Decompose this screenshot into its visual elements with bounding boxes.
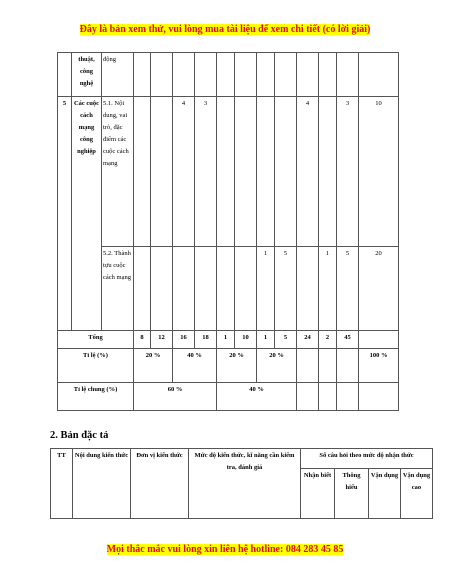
value-cell: 5 bbox=[275, 247, 297, 331]
topic-name-cell: Các cuộc cách mạng công nghiệp bbox=[72, 97, 102, 331]
total-value: 8 bbox=[134, 331, 151, 349]
table-row bbox=[58, 97, 399, 247]
total-value: 12 bbox=[151, 331, 173, 349]
total-value: 16 bbox=[173, 331, 195, 349]
value-cell: 1 bbox=[257, 247, 275, 331]
ratio-general-row bbox=[58, 383, 399, 411]
ratio-general-value: 60 % bbox=[134, 383, 217, 411]
unit-header: Đơn vị kiến thức bbox=[131, 449, 189, 519]
total-value: 2 bbox=[319, 331, 337, 349]
unit-name-cell: 5.2. Thành tựu cuộc cách mạng bbox=[102, 247, 134, 331]
value-cell: 3 bbox=[337, 97, 359, 247]
value-cell: 20 bbox=[359, 247, 399, 331]
ratio-row bbox=[58, 349, 399, 383]
value-cell: 4 bbox=[297, 97, 319, 247]
tt-header: TT bbox=[51, 449, 73, 519]
spec-table bbox=[50, 448, 433, 519]
ratio-value: 20 % bbox=[257, 349, 297, 383]
value-cell: 3 bbox=[195, 97, 217, 247]
value-cell: 1 bbox=[319, 247, 337, 331]
table-row bbox=[58, 53, 399, 97]
question-count-header: Số câu hỏi theo mức độ nhận thức bbox=[301, 449, 433, 469]
ratio-value: 40 % bbox=[173, 349, 217, 383]
total-value: 10 bbox=[235, 331, 257, 349]
matrix-table bbox=[57, 52, 399, 411]
total-value: 5 bbox=[275, 331, 297, 349]
table-row bbox=[51, 449, 433, 469]
total-row bbox=[58, 331, 399, 349]
ratio-general-label: Tỉ lệ chung (%) bbox=[58, 383, 134, 411]
content-header: Nội dung kiến thức bbox=[73, 449, 131, 519]
total-value: 1 bbox=[217, 331, 235, 349]
total-value: 45 bbox=[337, 331, 359, 349]
total-value: 24 bbox=[297, 331, 319, 349]
topic-name-cell: thuật, công nghệ bbox=[72, 53, 102, 97]
ratio-value: 20 % bbox=[134, 349, 173, 383]
ratio-label: Tỉ lệ (%) bbox=[58, 349, 134, 383]
value-cell: 5 bbox=[337, 247, 359, 331]
understand-header: Thông hiểu bbox=[335, 469, 369, 519]
total-value: 18 bbox=[195, 331, 217, 349]
ratio-value: 100 % bbox=[359, 349, 399, 383]
value-cell: 4 bbox=[173, 97, 195, 247]
value-cell: 10 bbox=[359, 97, 399, 247]
ratio-general-value: 40 % bbox=[217, 383, 297, 411]
unit-name-cell: 5.1. Nội dung, vai trò, đặc điểm các cuộc cách mạng bbox=[102, 97, 134, 247]
table-row bbox=[58, 247, 399, 331]
total-value: 1 bbox=[257, 331, 275, 349]
section-heading: 2. Bản đặc tả bbox=[50, 430, 109, 441]
level-header: Mức độ kiến thức, kĩ năng cần kiểm tra, đánh giá bbox=[189, 449, 301, 519]
topic-number-cell: 5 bbox=[58, 97, 72, 331]
unit-name-cell: động bbox=[102, 53, 134, 97]
recognize-header: Nhận biết bbox=[301, 469, 335, 519]
preview-notice-banner: Đây là bản xem thử, vui lòng mua tài liệu để xem chi tiết (có lời giải) bbox=[79, 24, 371, 35]
hotline-banner: Mọi thắc mắc vui lòng xin liên hệ hotline: 084 283 45 85 bbox=[106, 544, 344, 555]
apply-header: Vận dụng bbox=[369, 469, 401, 519]
total-label: Tổng bbox=[58, 331, 134, 349]
high-apply-header: Vận dụng cao bbox=[401, 469, 433, 519]
ratio-value: 20 % bbox=[217, 349, 257, 383]
